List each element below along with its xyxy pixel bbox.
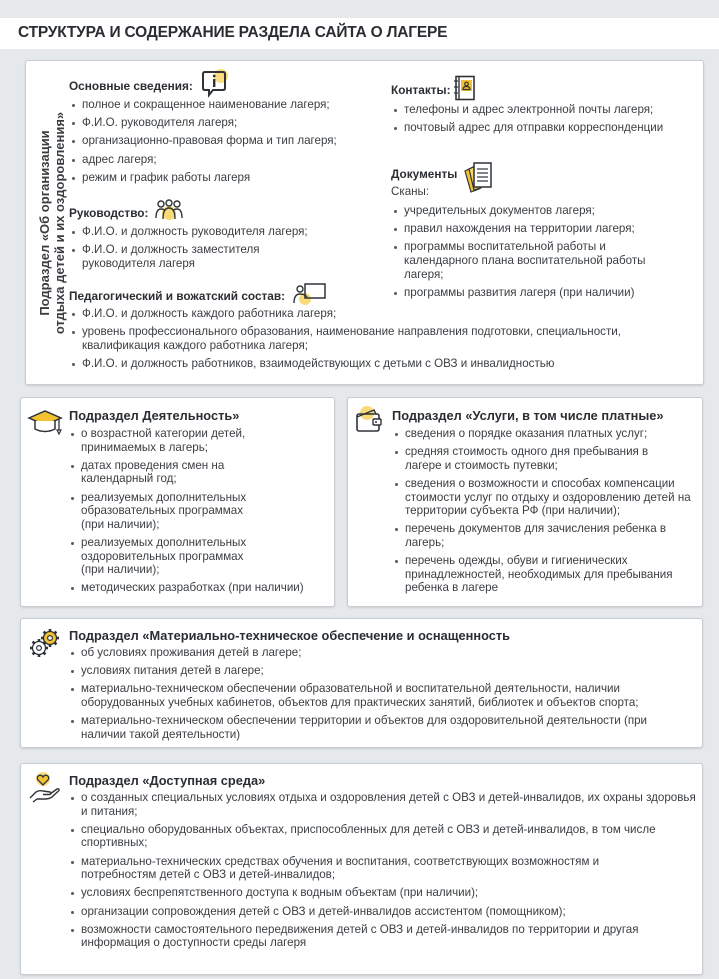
management-block bbox=[69, 206, 339, 275]
vertical-label-line2: отдыха детей и их оздоровления» bbox=[52, 111, 67, 335]
info-bubble-icon bbox=[201, 69, 229, 99]
list-item: датах проведения смен на календарный год; bbox=[68, 459, 298, 486]
section-services bbox=[347, 397, 703, 607]
list-item: возможности самостоятельного передвижения детей с ОВЗ и детей-инвалидов по территории и другая информация о доступности среды лагеря bbox=[68, 923, 698, 950]
list-item: материально-техническом обеспечении территории и объектов для оздоровительной деятельности (при наличии такой деятельности) bbox=[68, 714, 678, 741]
documents-stack-icon bbox=[461, 161, 495, 193]
list-item: Ф.И.О. руководителя лагеря; bbox=[69, 116, 399, 130]
list-item: программы воспитательной работы и календарного плана воспитательной работы лагеря; bbox=[391, 240, 681, 281]
section-organization-vertical-label bbox=[32, 73, 72, 373]
list-item: о созданных специальных условиях отдыха и оздоровления детей с ОВЗ и детей-инвалидов, их охраны здоровья и питания; bbox=[68, 791, 698, 818]
address-book-icon bbox=[453, 75, 477, 101]
management-list bbox=[69, 225, 339, 270]
staff-heading: Педагогический и вожатский состав: bbox=[69, 289, 286, 303]
contacts-list bbox=[391, 103, 701, 135]
list-item: перечень одежды, обуви и гигиенических принадлежностей, необходимых для пребывания ребенка в лагере bbox=[392, 554, 692, 595]
list-item: уровень профессионального образования, наименование направления подготовки, специальности, квалификация каждого работника лагеря; bbox=[69, 325, 694, 352]
page-title: СТРУКТУРА И СОДЕРЖАНИЕ РАЗДЕЛА САЙТА О ЛАГЕРЕ bbox=[18, 24, 448, 41]
section-material bbox=[20, 618, 703, 748]
list-item: материально-технических средствах обучения и воспитания, соответствующих возможностям и потребностям детей с ОВЗ и детей-инвалидов; bbox=[68, 855, 658, 882]
staff-list bbox=[69, 307, 694, 371]
list-item: почтовый адрес для отправки корреспонденции bbox=[391, 121, 701, 135]
heart-hand-icon bbox=[28, 772, 62, 804]
list-item: средняя стоимость одного дня пребывания в лагере и стоимость путевки; bbox=[392, 445, 662, 472]
title-bar bbox=[0, 18, 719, 49]
people-group-icon bbox=[153, 198, 185, 222]
list-item: реализуемых дополнительных образовательных программах (при наличии); bbox=[68, 491, 258, 532]
list-item: об условиях проживания детей в лагере; bbox=[68, 646, 693, 660]
material-list bbox=[68, 646, 693, 746]
services-list bbox=[392, 427, 697, 600]
documents-list bbox=[391, 204, 696, 299]
list-item: Ф.И.О. и должность каждого работника лагеря; bbox=[69, 307, 694, 321]
list-item: о возрастной категории детей, принимаемых в лагерь; bbox=[68, 427, 268, 454]
list-item: методических разработках (при наличии) bbox=[68, 581, 338, 595]
list-item: условиях беспрепятственного доступа к водным объектам (при наличии); bbox=[68, 886, 698, 900]
list-item: Ф.И.О. и должность работников, взаимодействующих с детьми с ОВЗ и инвалидностью bbox=[69, 357, 694, 371]
teacher-board-icon bbox=[293, 281, 327, 307]
activity-list bbox=[68, 427, 304, 600]
list-item: сведения о возможности и способах компенсации стоимости услуг по отдыху и оздоровлению детей на территории субъекта РФ (при наличии); bbox=[392, 477, 692, 518]
documents-heading: Документы bbox=[391, 167, 458, 181]
material-heading: Подраздел «Материально-техническое обеспечение и оснащенность bbox=[69, 628, 510, 643]
list-item: условиях питания детей в лагере; bbox=[68, 664, 693, 678]
basic-info-block bbox=[69, 79, 399, 189]
documents-block bbox=[391, 167, 696, 304]
basic-info-heading: Основные сведения: bbox=[69, 79, 193, 93]
section-activity bbox=[20, 397, 335, 607]
gears-icon bbox=[29, 627, 63, 659]
activity-heading: Подраздел Деятельность» bbox=[69, 408, 240, 423]
vertical-label-line1: Подраздел «Об организации bbox=[37, 130, 52, 316]
list-item: телефоны и адрес электронной почты лагеря; bbox=[391, 103, 701, 117]
wallet-icon bbox=[354, 406, 384, 434]
list-item: специально оборудованных объектах, приспособленных для детей с ОВЗ и детей-инвалидов, в том числе спортивных; bbox=[68, 823, 658, 850]
accessible-list bbox=[68, 791, 698, 955]
contacts-heading: Контакты: bbox=[391, 83, 451, 97]
section-accessible bbox=[20, 763, 703, 975]
list-item: полное и сокращенное наименование лагеря; bbox=[69, 98, 399, 112]
list-item: материально-техническом обеспечении образовательной и воспитательной деятельности, наличии оборудованных учебных кабинетов, объектов для практических занятий, библиотек и объектов спорта; bbox=[68, 682, 693, 709]
section-organization bbox=[25, 60, 704, 385]
list-item: сведения о порядке оказания платных услуг; bbox=[392, 427, 697, 441]
basic-info-list bbox=[69, 98, 399, 184]
list-item: правил нахождения на территории лагеря; bbox=[391, 222, 696, 236]
management-heading: Руководство: bbox=[69, 206, 149, 220]
graduation-cap-icon bbox=[27, 408, 63, 438]
accessible-heading: Подраздел «Доступная среда» bbox=[69, 773, 266, 788]
list-item: адрес лагеря; bbox=[69, 153, 399, 167]
list-item: перечень документов для зачисления ребенка в лагерь; bbox=[392, 522, 677, 549]
list-item: программы развития лагеря (при наличии) bbox=[391, 286, 696, 300]
list-item: реализуемых дополнительных оздоровительных программах (при наличии); bbox=[68, 536, 258, 577]
list-item: учредительных документов лагеря; bbox=[391, 204, 696, 218]
list-item: Ф.И.О. и должность заместителя руководителя лагеря bbox=[69, 243, 269, 270]
list-item: организационно-правовая форма и тип лагеря; bbox=[69, 134, 399, 148]
contacts-block bbox=[391, 83, 701, 139]
documents-subheading: Сканы: bbox=[391, 185, 430, 198]
list-item: режим и график работы лагеря bbox=[69, 171, 399, 185]
list-item: организации сопровождения детей с ОВЗ и детей-инвалидов ассистентом (помощником); bbox=[68, 905, 698, 919]
services-heading: Подраздел «Услуги, в том числе платные» bbox=[392, 408, 664, 423]
list-item: Ф.И.О. и должность руководителя лагеря; bbox=[69, 225, 339, 239]
